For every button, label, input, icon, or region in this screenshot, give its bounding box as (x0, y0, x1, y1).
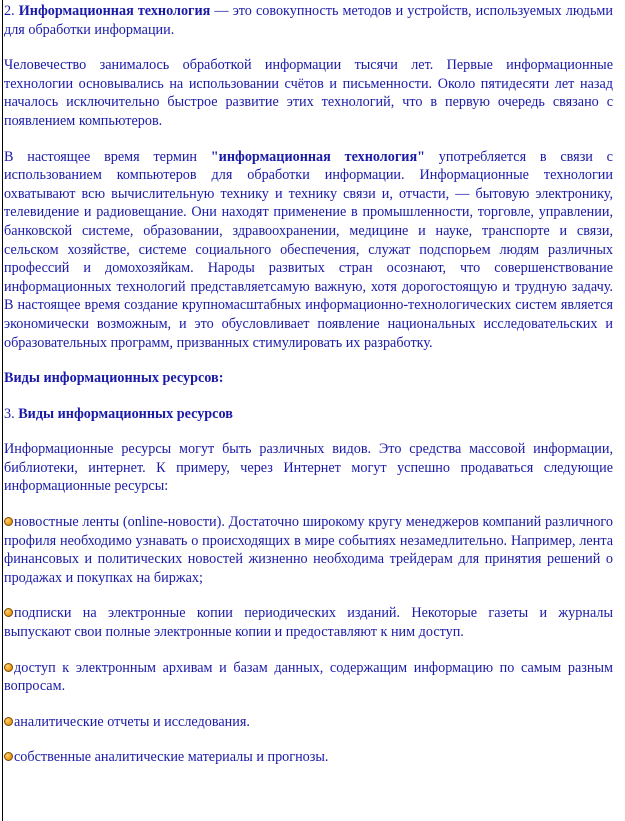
section-3-title: Виды информационных ресурсов (18, 405, 233, 422)
list-item: доступ к электронным архивам и базам данных, содержащим информацию по самым разным вопросам. (4, 659, 613, 695)
section-2-definition-text: — это совокупность методов и устройств, используемых людьми для обработки информации. (4, 3, 613, 38)
section-2-definition (4, 2, 613, 39)
list-item: подписки на электронные копии периодических изданий. Некоторые газеты и журналы выпускают свои полные электронные копии и предоставляют к ним доступ. (4, 605, 613, 641)
section-2-term: Информационная технология (18, 3, 211, 19)
history-paragraph: Человечество занималось обработкой информации тысячи лет. Первые информационные технологии основывались на использовании счётов и письменности. Около пятидесяти лет назад началось исключительно быстрое развитие этих технологий, что в первую очередь связано с появлением компьютеров. (4, 57, 613, 129)
section-3-number: 3. (4, 405, 15, 422)
bullet-icon (4, 717, 13, 726)
list-item: новостные ленты (online-новости). Достаточно широкому кругу менеджеров компаний различного профиля необходимо узнавать о происходящих в мире событиях незамедлительно. Например, лента финансовых и политических новостей жизненно необходима трейдерам для принятия решений о продажах и покупках на биржах; (4, 514, 613, 586)
resources-intro: Информационные ресурсы могут быть различных видов. Это средства массовой информации, библиотеки, интернет. К примеру, через Интернет могут успешно продаваться следующие информационные ресурсы: (4, 441, 613, 495)
list-item: собственные аналитические материалы и прогнозы. (4, 748, 613, 767)
usage-rest: употребляется в связи с использованием компьютеров для обработки информации. Информационные технологии охватывают всю вычислительную технику и технику связи и, отчасти, — бытовую электронику, телевидение и радиовещание. Они находят применение в промышленности, торговле, управлении, банковской системе, образовании, здравоохранении, медицине и науке, транспорте и связи, сельском хозяйстве, системе социального обеспечения, служат подспорьем людям различных профессий и домохозяйкам. Народы развитых стран осознают, что совершенствование информационных технологий представляетсамую важную, хотя дорогостоящую и трудную задачу. В настоящее время создание крупномасштабных информационно-технологических систем является экономически возможным, и это обусловливает появление национальных исследовательских и образовательных программ, призванных стимулировать их разработку. (4, 148, 613, 351)
resources-heading: Виды информационных ресурсов: (4, 370, 224, 387)
list-item: аналитические отчеты и исследования. (4, 713, 613, 732)
bullet-icon (4, 752, 13, 761)
bullet-icon (4, 517, 13, 526)
usage-intro: В настоящее время термин (4, 148, 211, 165)
bullet-icon (4, 608, 13, 617)
bullet-icon (4, 663, 13, 672)
document-content (3, 0, 617, 767)
usage-paragraph (4, 148, 613, 353)
document-page (2, 0, 617, 821)
section-3-heading (4, 405, 613, 424)
section-2-number: 2. (4, 3, 15, 19)
usage-term: "информационная технология" (210, 148, 425, 165)
